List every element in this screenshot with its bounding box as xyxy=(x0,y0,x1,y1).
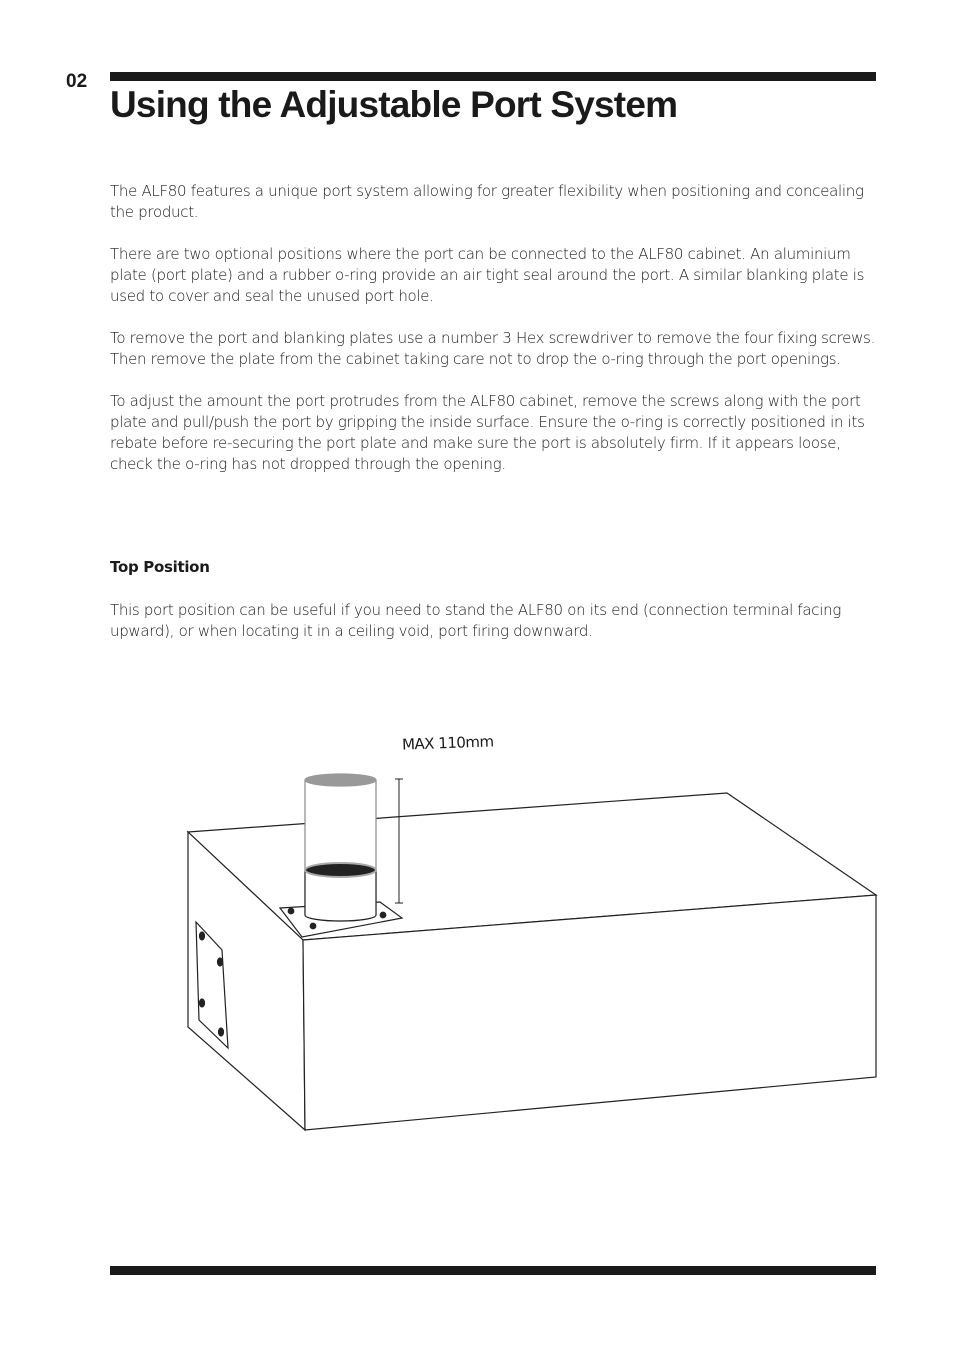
section-heading: Top Position xyxy=(110,558,210,576)
paragraph: To adjust the amount the port protrudes from the ALF80 cabinet, remove the screws along with the port plate and pull/push the port by gripping the inside surface. Ensure the o-ring is correctly positioned in its rebate before re-securing the port plate and make sure the port is absolutely firm. If it appears loose, check the o-ring has not dropped through the opening. xyxy=(110,392,865,473)
port-tube xyxy=(305,774,376,921)
bottom-rule xyxy=(110,1266,876,1275)
dimension-label: MAX 110mm xyxy=(401,732,494,754)
page-number: 02 xyxy=(66,71,88,92)
page-title: Using the Adjustable Port System xyxy=(110,84,678,125)
paragraph: This port position can be useful if you need to stand the ALF80 on its end (connection terminal facing upward), or when locating it in a ceiling void, port firing downward. xyxy=(110,601,842,640)
paragraph: There are two optional positions where the port can be connected to the ALF80 cabinet. An aluminium plate (port plate) and a rubber o-ring provide an air tight seal around the port. A similar blanking plate is used to cover and seal the unused port hole. xyxy=(110,245,865,305)
paragraph: The ALF80 features a unique port system allowing for greater flexibility when positioning and concealing the product. xyxy=(110,182,864,221)
paragraph: To remove the port and blanking plates use a number 3 Hex screwdriver to remove the four fixing screws. Then remove the plate from the cabinet taking care not to drop the o-ring through the port openings. xyxy=(110,329,876,368)
